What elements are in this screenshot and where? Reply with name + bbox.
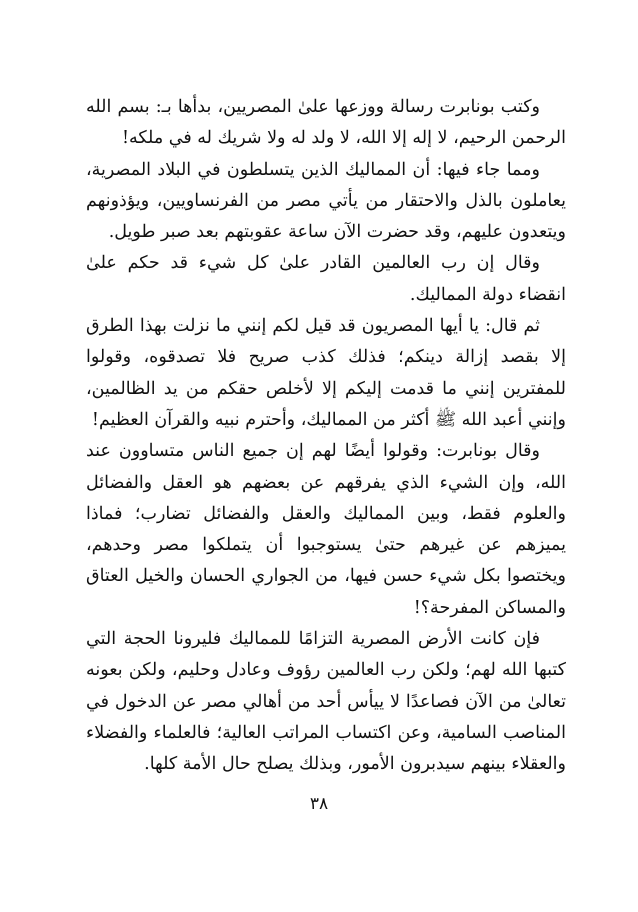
book-page-body [86,92,566,781]
paragraph-mamluks-treatment: ومما جاء فيها: أن المماليك الذين يتسلطون في البلاد المصرية، يعاملون بالذل والاحتقار من يأتي مصر من الفرنساويين، ويؤذونهم ويتعدون عليهم، وقد حضرت الآن ساعة عقوبتهم بعد صبر طويل. [86,159,566,243]
page-number: ٣٨ [309,794,329,814]
paragraph-end-of-mamluk-state: وقال إن رب العالمين القادر علىٰ كل شيء قد حكم علىٰ انقضاء دولة المماليك. [86,253,566,305]
paragraph-address-to-egyptians: ثم قال: يا أيها المصريون قد قيل لكم إنني ما نزلت بهذا الطرق إلا بقصد إزالة دينكم؛ فذلك كذب صريح فلا تصدقوه، وقولوا للمفترين إنني ما قدمت إليكم إلا لأخلص حقكم من يد الظالمين، وإنني أعبد الله ﷺ أكثر من المماليك، وأحترم نبيه والقرآن العظيم! [86,316,566,430]
paragraph-equality-of-people: وقال بونابرت: وقولوا أيضًا لهم إن جميع الناس متساوون عند الله، وإن الشيء الذي يفرقهم عن بعضهم هو العقل والفضائل والعلوم فقط، وبين المماليك والعقل والفضائل تضارب؛ فماذا يميزهم عن غيرهم حتىٰ يستوجبوا أن يتملكوا مصر وحدهم، ويختصوا بكل شيء حسن فيها، من الجواري الحسان والخيل العتاق والمساكن المفرحة؟! [86,441,566,618]
paragraph-land-and-offices: فإن كانت الأرض المصرية التزامًا للمماليك فليرونا الحجة التي كتبها الله لهم؛ ولكن رب العالمين رؤوف وعادل وحليم، ولكن بعونه تعالىٰ من الآن فصاعدًا لا ييأس أحد من أهالي مصر عن الدخول في المناصب السامية، وعن اكتساب المراتب العالية؛ فالعلماء والفضلاء والعقلاء بينهم سيدبرون الأمور، وبذلك يصلح حال الأمة كلها. [86,629,566,775]
paragraph-letter-opening: وكتب بونابرت رسالة ووزعها علىٰ المصريين، بدأها بـ: بسم الله الرحمن الرحيم، لا إله إلا الله، لا ولد له ولا شريك له في ملكه! [86,97,566,149]
